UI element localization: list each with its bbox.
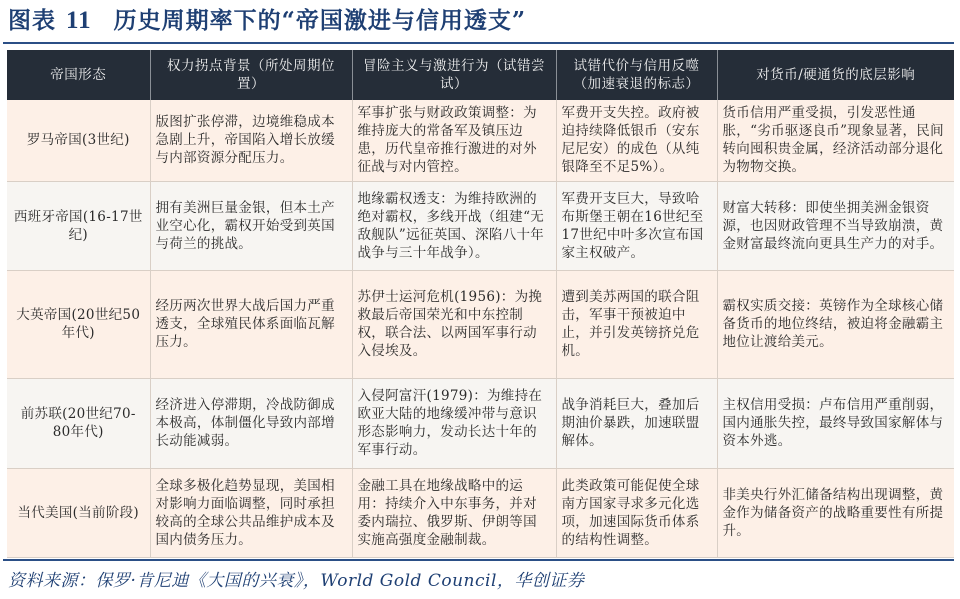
table-row	[7, 100, 954, 181]
cell-empire: 罗马帝国(3世纪)	[7, 100, 150, 181]
cell-adventurism: 金融工具在地缘战略中的运用：持续介入中东事务，并对委内瑞拉、俄罗斯、伊朗等国实施高强度金融制裁。	[352, 468, 556, 557]
cell-cost: 遭到美苏两国的联合阻击，军事干预被迫中止，并引发英镑挤兑危机。	[556, 270, 717, 378]
table-row	[7, 378, 954, 468]
header-adventurism: 冒险主义与激进行为（试错尝试）	[352, 50, 556, 100]
cell-currency-impact: 主权信用受损：卢布信用严重削弱，国内通胀失控，最终导致国家解体与资本外逃。	[717, 378, 954, 468]
cell-empire: 西班牙帝国(16-17世纪)	[7, 181, 150, 270]
bottom-divider	[3, 559, 954, 561]
cell-cost: 此类政策可能促使全球南方国家寻求多元化选项，加速国际货币体系的结构性调整。	[556, 468, 717, 557]
header-cost: 试错代价与信用反噬（加速衰退的标志）	[556, 50, 717, 100]
cell-empire: 当代美国(当前阶段)	[7, 468, 150, 557]
cell-cost: 军费开支失控。政府被迫持续降低银币（安东尼尼安）的成色（从纯银降至不足5%）。	[556, 100, 717, 181]
empire-credit-table	[7, 50, 954, 558]
figure-label: 图表	[8, 7, 56, 34]
cell-empire: 大英帝国(20世纪50年代)	[7, 270, 150, 378]
cell-cost: 战争消耗巨大，叠加后期油价暴跌，加速联盟解体。	[556, 378, 717, 468]
table-row	[7, 468, 954, 557]
source-note: 资料来源：保罗·肯尼迪《大国的兴衰》，World Gold Council，华创证券	[8, 571, 585, 591]
table-row	[7, 270, 954, 378]
cell-adventurism: 地缘霸权透支：为维持欧洲的绝对霸权，多线开战（组建“无敌舰队”远征英国、深陷八十年战争与三十年战争）。	[352, 181, 556, 270]
top-divider	[3, 42, 954, 44]
cell-currency-impact: 货币信用严重受损，引发恶性通胀，“劣币驱逐良币”现象显著，民间转向囤积贵金属，经济活动部分退化为物物交换。	[717, 100, 954, 181]
cell-background: 经济进入停滞期，冷战防御成本极高，体制僵化导致内部增长动能减弱。	[150, 378, 352, 468]
cell-cost: 军费开支巨大，导致哈布斯堡王朝在16世纪至17世纪中叶多次宣布国家主权破产。	[556, 181, 717, 270]
cell-background: 全球多极化趋势显现，美国相对影响力面临调整，同时承担较高的全球公共品维护成本及国内债务压力。	[150, 468, 352, 557]
figure-title	[8, 4, 526, 38]
cell-adventurism: 军事扩张与财政政策调整：为维持庞大的常备军及镇压边患，历代皇帝推行激进的对外征战与对内管控。	[352, 100, 556, 181]
cell-currency-impact: 霸权实质交接：英镑作为全球核心储备货币的地位终结，被迫将金融霸主地位让渡给美元。	[717, 270, 954, 378]
header-empire: 帝国形态	[7, 50, 150, 100]
cell-background: 版图扩张停滞，边境维稳成本急剧上升，帝国陷入增长放缓与内部资源分配压力。	[150, 100, 352, 181]
cell-background: 拥有美洲巨量金银，但本土产业空心化，霸权开始受到英国与荷兰的挑战。	[150, 181, 352, 270]
cell-empire: 前苏联(20世纪70-80年代)	[7, 378, 150, 468]
table-row	[7, 181, 954, 270]
cell-currency-impact: 财富大转移：即使坐拥美洲金银资源，也因财政管理不当导致崩溃，黄金财富最终流向更具生产力的对手。	[717, 181, 954, 270]
figure-number: 11	[66, 7, 92, 34]
cell-currency-impact: 非美央行外汇储备结构出现调整，黄金作为储备资产的战略重要性有所提升。	[717, 468, 954, 557]
table-header-row	[7, 50, 954, 100]
cell-background: 经历两次世界大战后国力严重透支，全球殖民体系面临瓦解压力。	[150, 270, 352, 378]
figure-title-text: 历史周期率下的“帝国激进与信用透支”	[113, 7, 527, 34]
header-currency-impact: 对货币/硬通货的底层影响	[717, 50, 954, 100]
cell-adventurism: 苏伊士运河危机(1956)：为挽救最后帝国荣光和中东控制权，联合法、以两国军事行动入侵埃及。	[352, 270, 556, 378]
header-background: 权力拐点背景（所处周期位置）	[150, 50, 352, 100]
cell-adventurism: 入侵阿富汗(1979)：为维持在欧亚大陆的地缘缓冲带与意识形态影响力，发动长达十年的军事行动。	[352, 378, 556, 468]
